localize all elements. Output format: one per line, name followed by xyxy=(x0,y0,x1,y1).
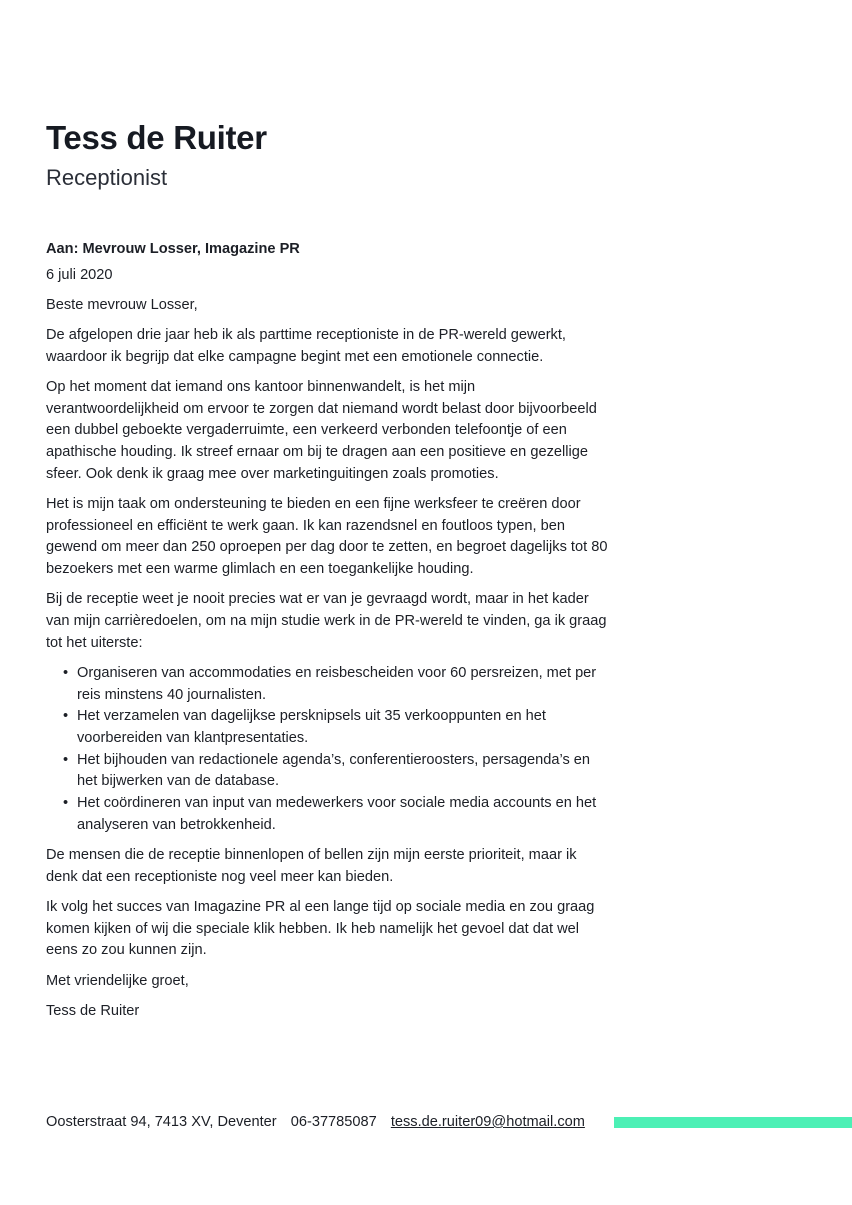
achievement-text: Het verzamelen van dagelijkse persknipsels uit 35 verkooppunten en het voorbereiden van klantpresentaties. xyxy=(77,708,546,747)
contact-footer xyxy=(46,1112,585,1132)
accent-bar xyxy=(614,1117,852,1128)
body-paragraph: Op het moment dat iemand ons kantoor binnenwandelt, is het mijn verantwoordelijkheid om ervoor te zorgen dat niemand wordt belast door bijvoorbeeld een dubbel geboekte vergaderruimte, een verkeerd verbonden telefoontje of een apathische houding. Ik streef ernaar om bij te dragen aan een positieve en gezellige sfeer. Ook denk ik graag mee over marketinguitingen zoals promoties. xyxy=(46,379,597,482)
body-paragraph: Ik volg het succes van Imagazine PR al een lange tijd op sociale media en zou graag komen kijken of wij die speciale klik hebben. Ik heb namelijk het gevoel dat dat wel eens zo zou kunnen zijn. xyxy=(46,898,595,959)
salutation: Beste mevrouw Losser, xyxy=(46,296,198,313)
footer-phone: 06-37785087 xyxy=(290,1114,377,1130)
signoff: Met vriendelijke groet, xyxy=(46,972,189,989)
achievement-list-item xyxy=(63,793,611,836)
bullet-icon: • xyxy=(63,751,69,768)
achievement-text: Het bijhouden van redactionele agenda’s, conferentieroosters, persagenda’s en het bijwerken van de database. xyxy=(77,751,591,790)
footer-email-link[interactable]: tess.de.ruiter09@hotmail.com xyxy=(390,1114,585,1130)
bullet-icon: • xyxy=(63,708,69,725)
achievement-list-item xyxy=(63,750,611,793)
letter-body xyxy=(46,239,611,1031)
body-paragraph: Het is mijn taak om ondersteuning te bieden en een fijne werksfeer te creëren door professioneel en efficiënt te werk gaan. Ik kan razendsnel en foutloos typen, ben gewend om meer dan 250 oproepen per dag door te zetten, en begroet dagelijks tot 80 bezoekers met een warme glimlach en een toegankelijke houding. xyxy=(46,496,608,578)
achievement-text: Organiseren van accommodaties en reisbescheiden voor 60 persreizen, met per reis minstens 40 journalisten. xyxy=(77,664,597,703)
body-paragraph: De afgelopen drie jaar heb ik als parttime receptioniste in de PR-wereld gewerkt, waardoor ik begrijp dat elke campagne begint met een emotionele connectie. xyxy=(46,327,566,365)
bullet-icon: • xyxy=(63,664,69,681)
letter-date: 6 juli 2020 xyxy=(46,266,113,283)
body-paragraph: Bij de receptie weet je nooit precies wat er van je gevraagd wordt, maar in het kader van mijn carrièredoelen, om na mijn studie werk in de PR-wereld te vinden, ga ik graag tot het uiterste: xyxy=(46,591,607,651)
bullet-icon: • xyxy=(63,795,69,812)
applicant-job-title: Receptionist xyxy=(46,165,168,190)
body-paragraph: De mensen die de receptie binnenlopen of bellen zijn mijn eerste prioriteit, maar ik denk dat een receptioniste nog veel meer kan bieden. xyxy=(46,847,577,885)
letter-header xyxy=(46,118,606,192)
signature: Tess de Ruiter xyxy=(46,1002,140,1019)
achievement-text: Het coördineren van input van medewerkers voor sociale media accounts en het analyseren van betrokkenheid. xyxy=(77,795,597,833)
achievement-list xyxy=(46,663,611,837)
applicant-name: Tess de Ruiter xyxy=(46,119,267,156)
recipient-line: Aan: Mevrouw Losser, Imagazine PR xyxy=(46,241,300,257)
achievement-list-item xyxy=(63,663,611,706)
achievement-list-item xyxy=(63,706,611,749)
footer-address: Oosterstraat 94, 7413 XV, Deventer xyxy=(46,1114,277,1130)
